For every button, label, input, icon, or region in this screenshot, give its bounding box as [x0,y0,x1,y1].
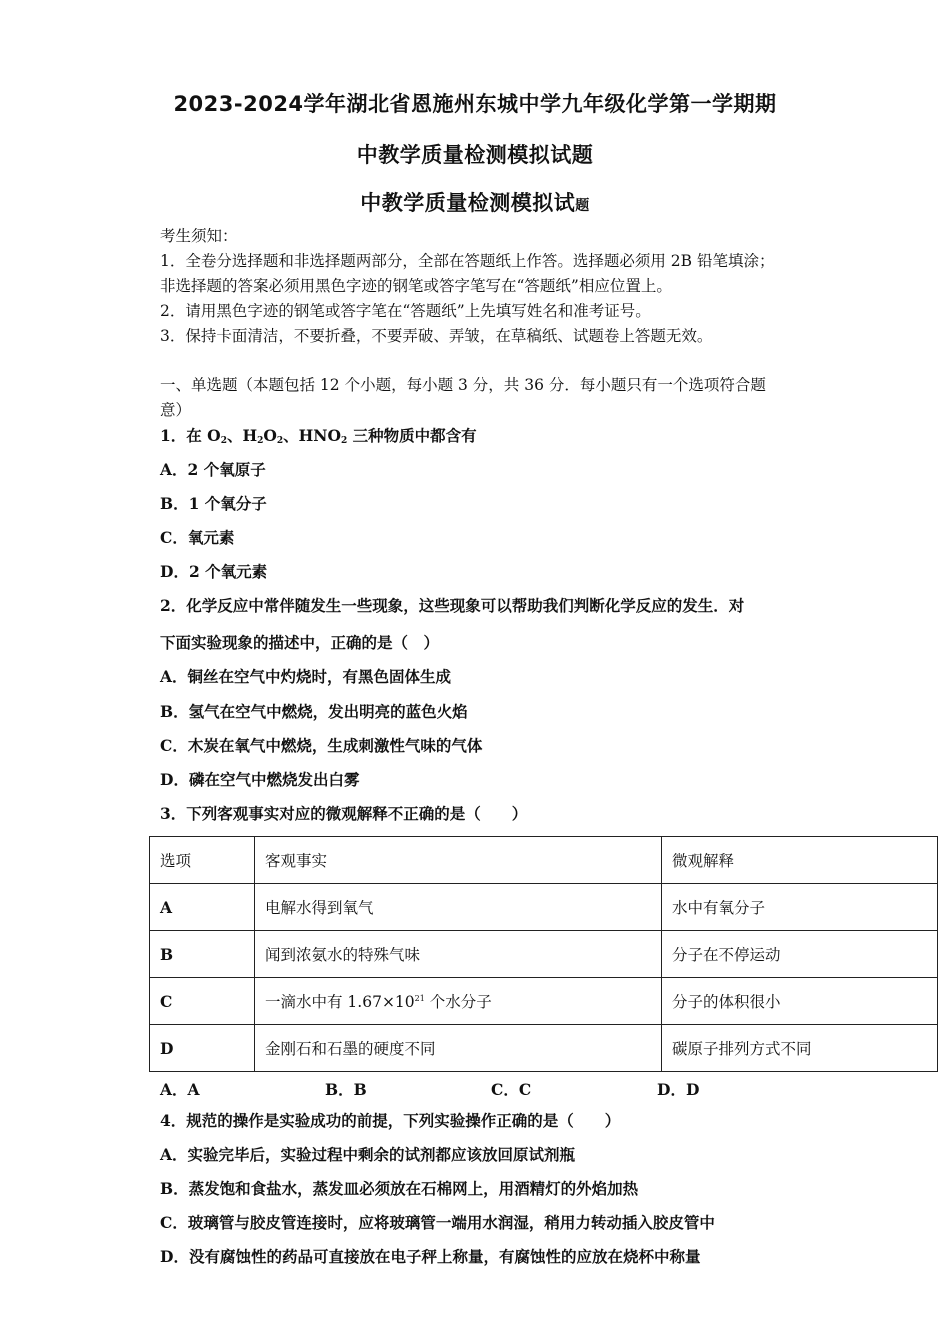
q4-option-a[interactable]: A．实验完毕后，实验过程中剩余的试剂都应该放回原试剂瓶 [160,1145,576,1164]
q3-choice-a[interactable]: A．A [160,1080,200,1099]
q1-sub: 2 [276,436,284,446]
q2-option-d[interactable]: D．磷在空气中燃烧发出白雾 [160,770,360,789]
table-cell-option: C [150,978,255,1025]
table-cell-explain: 水中有氧分子 [662,884,938,931]
notice-item-1b: 非选择题的答案必须用黑色字迹的钢笔或答字笔写在“答题纸”相应位置上。 [160,277,672,295]
q1-option-a[interactable]: A．2 个氧原子 [160,460,266,479]
q1-stem-part: 、H [226,426,258,445]
section-heading-a: 一、单选题（本题包括 12 个小题，每小题 3 分，共 36 分．每小题只有一个选项符合题 [160,376,766,394]
q1-option-c[interactable]: C．氧元素 [160,528,235,547]
page-title-line1: 2023-2024学年湖北省恩施州东城中学九年级化学第一学期期 [173,92,777,116]
table-row [150,931,938,978]
page-title-line3-main: 中教学质量检测模拟试 [360,191,576,215]
q3-choice-d[interactable]: D．D [657,1080,700,1099]
fact-suffix: 个水分子 [424,993,492,1011]
question-1-stem [160,426,477,451]
q1-sub: 2 [257,436,264,446]
table-cell-explain: 分子的体积很小 [662,978,938,1025]
page-title-line2: 中教学质量检测模拟试题 [356,143,594,167]
table-row [150,978,938,1025]
notice-heading: 考生须知： [160,227,238,245]
table-cell-option: A [150,884,255,931]
q4-option-c[interactable]: C．玻璃管与胶皮管连接时，应将玻璃管一端用水润湿，稍用力转动插入胶皮管中 [160,1213,715,1232]
q4-option-d[interactable]: D．没有腐蚀性的药品可直接放在电子秤上称量，有腐蚀性的应放在烧杯中称量 [160,1247,701,1266]
q1-sub: 2 [220,436,227,446]
notice-item-1a: 1．全卷分选择题和非选择题两部分，全部在答题纸上作答。选择题必须用 2B 铅笔填涂； [160,252,775,270]
q1-stem-prefix: 1．在 O [160,426,221,445]
q3-choice-c[interactable]: C．C [491,1080,532,1099]
table-header-cell: 选项 [150,837,255,884]
q3-table [149,836,938,1072]
fact-prefix: 一滴水中有 1.67×10 [265,993,415,1011]
q2-option-a[interactable]: A．铜丝在空气中灼烧时，有黑色固体生成 [160,667,452,686]
table-cell-explain: 碳原子排列方式不同 [662,1025,938,1072]
q4-option-b[interactable]: B．蒸发饱和食盐水，蒸发皿必须放在石棉网上，用酒精灯的外焰加热 [160,1179,639,1198]
question-3-stem: 3．下列客观事实对应的微观解释不正确的是（ ） [160,804,528,823]
q1-stem-part: 、HNO [283,426,341,445]
q1-option-d[interactable]: D．2 个氧元素 [160,562,268,581]
page-title-line3 [0,187,950,217]
question-4-stem: 4．规范的操作是实验成功的前提，下列实验操作正确的是（ ） [160,1111,621,1130]
q1-option-b[interactable]: B．1 个氧分子 [160,494,267,513]
table-cell-fact: 金刚石和石墨的硬度不同 [255,1025,662,1072]
table-cell-fact: 电解水得到氧气 [255,884,662,931]
table-cell-fact [255,978,662,1025]
question-2-stem-a: 2．化学反应中常伴随发生一些现象，这些现象可以帮助我们判断化学反应的发生．对 [160,596,745,615]
q1-stem-part: O [263,426,277,445]
table-cell-explain: 分子在不停运动 [662,931,938,978]
q2-option-c[interactable]: C．木炭在氧气中燃烧，生成刺激性气味的气体 [160,736,483,755]
notice-item-3: 3．保持卡面清洁，不要折叠，不要弄破、弄皱，在草稿纸、试题卷上答题无效。 [160,327,713,345]
table-cell-option: D [150,1025,255,1072]
question-2-stem-b: 下面实验现象的描述中，正确的是（ ） [160,633,440,652]
section-heading-b: 意） [160,401,192,419]
page-title-line3-small: 题 [575,198,590,214]
q1-stem-suffix: 三种物质中都含有 [347,426,477,445]
table-header-row [150,837,938,884]
table-header-cell: 客观事实 [255,837,662,884]
table-cell-fact: 闻到浓氨水的特殊气味 [255,931,662,978]
table-row [150,884,938,931]
table-header-cell: 微观解释 [662,837,938,884]
q1-sub: 2 [340,436,348,446]
table-row [150,1025,938,1072]
q2-option-b[interactable]: B．氢气在空气中燃烧，发出明亮的蓝色火焰 [160,702,468,721]
notice-item-2: 2．请用黑色字迹的钢笔或答字笔在“答题纸”上先填写姓名和准考证号。 [160,302,651,320]
q3-choice-b[interactable]: B．B [325,1080,367,1099]
fact-exponent: 21 [414,994,425,1003]
table-cell-option: B [150,931,255,978]
